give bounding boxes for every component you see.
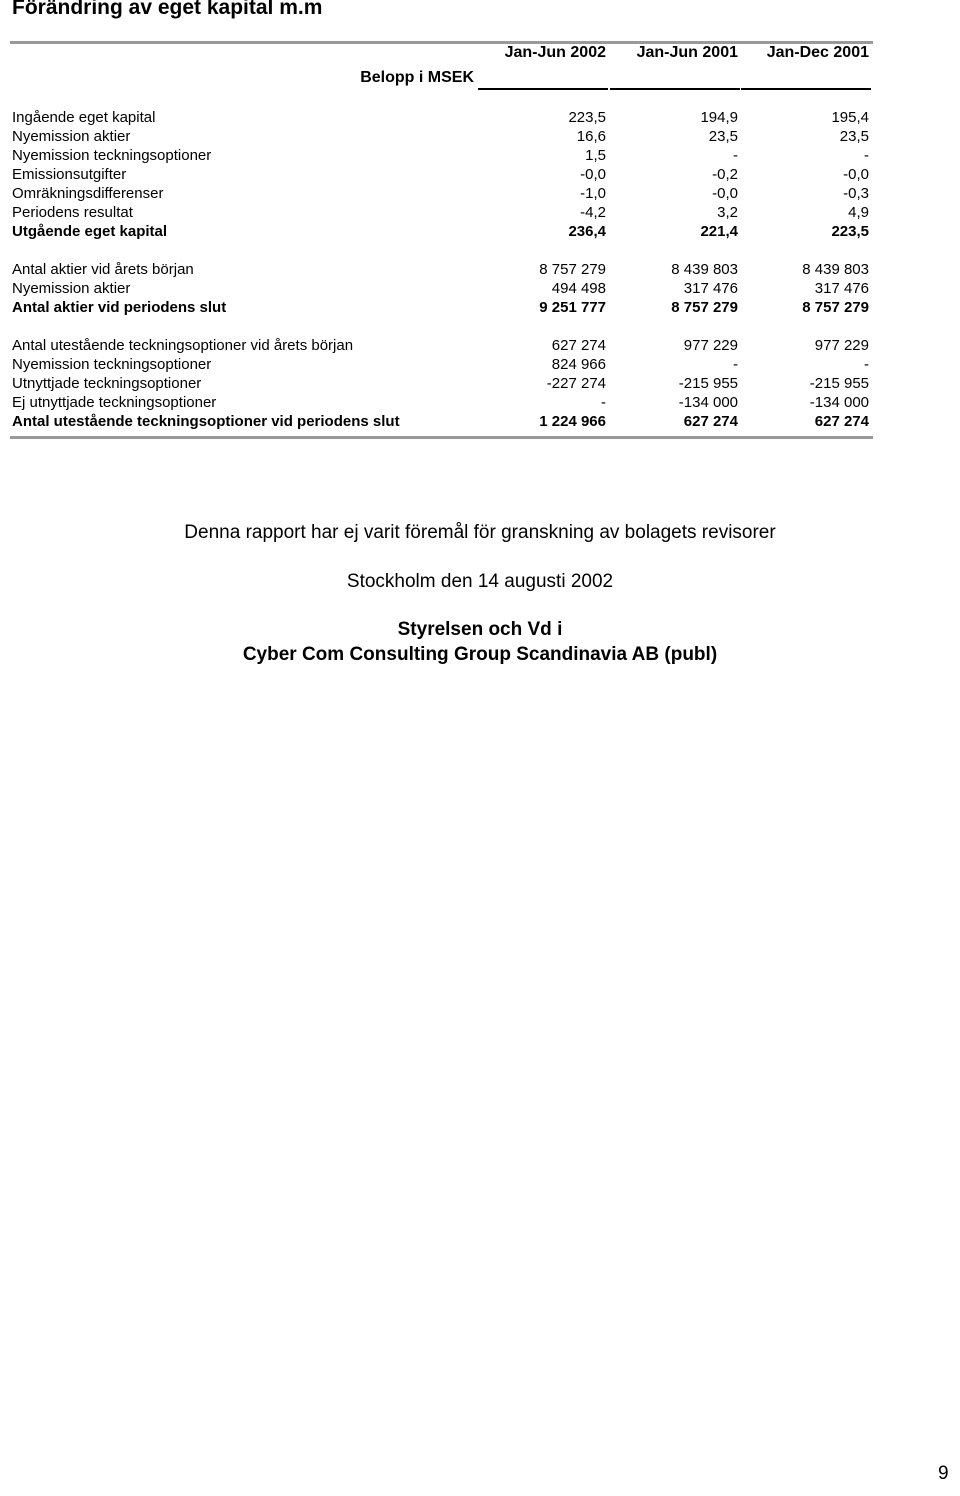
row-value-col-1: 627 274 bbox=[551, 337, 606, 354]
row-value-col-2: -0,0 bbox=[712, 185, 738, 202]
row-label: Nyemission teckningsoptioner bbox=[12, 356, 212, 373]
row-value-col-2: 317 476 bbox=[683, 280, 738, 297]
table-row bbox=[12, 279, 872, 298]
table-row bbox=[12, 203, 872, 222]
table-row bbox=[12, 393, 872, 412]
column-header-jan-jun-2002: Jan-Jun 2002 bbox=[504, 44, 606, 61]
table-row bbox=[12, 298, 872, 317]
row-value-col-1: -4,2 bbox=[580, 204, 606, 221]
row-value-col-2: - bbox=[733, 147, 738, 164]
row-value-col-1: 9 251 777 bbox=[539, 299, 606, 316]
row-value-col-3: 317 476 bbox=[814, 280, 869, 297]
row-label: Antal utestående teckningsoptioner vid årets början bbox=[12, 337, 354, 354]
table-row bbox=[12, 260, 872, 279]
row-label: Utgående eget kapital bbox=[12, 223, 168, 240]
row-value-col-3: - bbox=[864, 147, 869, 164]
place-date: Stockholm den 14 augusti 2002 bbox=[346, 571, 614, 592]
signer-line-1: Styrelsen och Vd i bbox=[397, 619, 563, 640]
table-row bbox=[12, 184, 872, 203]
column-underline-1 bbox=[478, 88, 608, 90]
column-underline-3 bbox=[741, 88, 871, 90]
table-row bbox=[12, 412, 872, 431]
table-row bbox=[12, 165, 872, 184]
row-value-col-2: -215 955 bbox=[678, 375, 738, 392]
unit-label: Belopp i MSEK bbox=[360, 69, 474, 86]
row-value-col-3: -134 000 bbox=[809, 394, 869, 411]
column-underline-2 bbox=[610, 88, 740, 90]
column-header-jan-dec-2001: Jan-Dec 2001 bbox=[766, 44, 869, 61]
row-value-col-3: - bbox=[864, 356, 869, 373]
row-value-col-2: 221,4 bbox=[700, 223, 738, 240]
row-value-col-2: 8 757 279 bbox=[671, 299, 738, 316]
page-number: 9 bbox=[938, 1463, 949, 1484]
row-value-col-1: -1,0 bbox=[580, 185, 606, 202]
row-label: Nyemission aktier bbox=[12, 280, 131, 297]
row-value-col-1: 236,4 bbox=[568, 223, 606, 240]
table-row bbox=[12, 374, 872, 393]
row-value-col-2: 194,9 bbox=[700, 109, 738, 126]
row-value-col-2: -0,2 bbox=[712, 166, 738, 183]
row-value-col-1: -0,0 bbox=[580, 166, 606, 183]
row-value-col-1: -227 274 bbox=[546, 375, 606, 392]
row-label: Emissionsutgifter bbox=[12, 166, 127, 183]
row-value-col-2: 3,2 bbox=[717, 204, 738, 221]
row-value-col-1: 824 966 bbox=[551, 356, 606, 373]
row-value-col-3: 223,5 bbox=[831, 223, 869, 240]
row-value-col-3: 627 274 bbox=[814, 413, 869, 430]
row-value-col-3: 195,4 bbox=[831, 109, 869, 126]
table-row bbox=[12, 222, 872, 241]
row-value-col-3: 8 757 279 bbox=[802, 299, 869, 316]
row-value-col-3: 977 229 bbox=[814, 337, 869, 354]
row-value-col-3: 4,9 bbox=[848, 204, 869, 221]
table-row bbox=[12, 146, 872, 165]
row-value-col-2: 8 439 803 bbox=[671, 261, 738, 278]
row-value-col-3: -215 955 bbox=[809, 375, 869, 392]
row-value-col-2: 23,5 bbox=[708, 128, 738, 145]
row-label: Omräkningsdifferenser bbox=[12, 185, 164, 202]
row-label: Ingående eget kapital bbox=[12, 109, 156, 126]
row-value-col-1: 16,6 bbox=[576, 128, 606, 145]
row-label: Nyemission teckningsoptioner bbox=[12, 147, 212, 164]
page-title: Förändring av eget kapital m.m bbox=[12, 0, 323, 19]
row-value-col-3: -0,0 bbox=[843, 166, 869, 183]
row-label: Utnyttjade teckningsoptioner bbox=[12, 375, 202, 392]
row-label: Antal utestående teckningsoptioner vid periodens slut bbox=[12, 413, 400, 430]
row-label: Periodens resultat bbox=[12, 204, 133, 221]
table-row bbox=[12, 108, 872, 127]
row-value-col-1: 8 757 279 bbox=[539, 261, 606, 278]
signer-line-2: Cyber Com Consulting Group Scandinavia AB (publ) bbox=[242, 644, 718, 665]
audit-notice: Denna rapport har ej varit föremål för granskning av bolagets revisorer bbox=[184, 522, 776, 543]
table-row bbox=[12, 355, 872, 374]
column-header-jan-jun-2001: Jan-Jun 2001 bbox=[636, 44, 738, 61]
table-row bbox=[12, 336, 872, 355]
row-value-col-1: - bbox=[601, 394, 606, 411]
row-label: Ej utnyttjade teckningsoptioner bbox=[12, 394, 217, 411]
row-value-col-1: 223,5 bbox=[568, 109, 606, 126]
row-value-col-3: -0,3 bbox=[843, 185, 869, 202]
table-bottom-rule bbox=[10, 436, 873, 439]
row-value-col-1: 494 498 bbox=[551, 280, 606, 297]
row-value-col-3: 23,5 bbox=[839, 128, 869, 145]
row-value-col-2: -134 000 bbox=[678, 394, 738, 411]
row-value-col-3: 8 439 803 bbox=[802, 261, 869, 278]
row-value-col-1: 1,5 bbox=[585, 147, 606, 164]
row-value-col-2: - bbox=[733, 356, 738, 373]
row-label: Antal aktier vid årets början bbox=[12, 261, 194, 278]
row-value-col-2: 977 229 bbox=[683, 337, 738, 354]
row-label: Antal aktier vid periodens slut bbox=[12, 299, 227, 316]
row-value-col-1: 1 224 966 bbox=[539, 413, 606, 430]
table-row bbox=[12, 127, 872, 146]
row-value-col-2: 627 274 bbox=[683, 413, 738, 430]
row-label: Nyemission aktier bbox=[12, 128, 131, 145]
